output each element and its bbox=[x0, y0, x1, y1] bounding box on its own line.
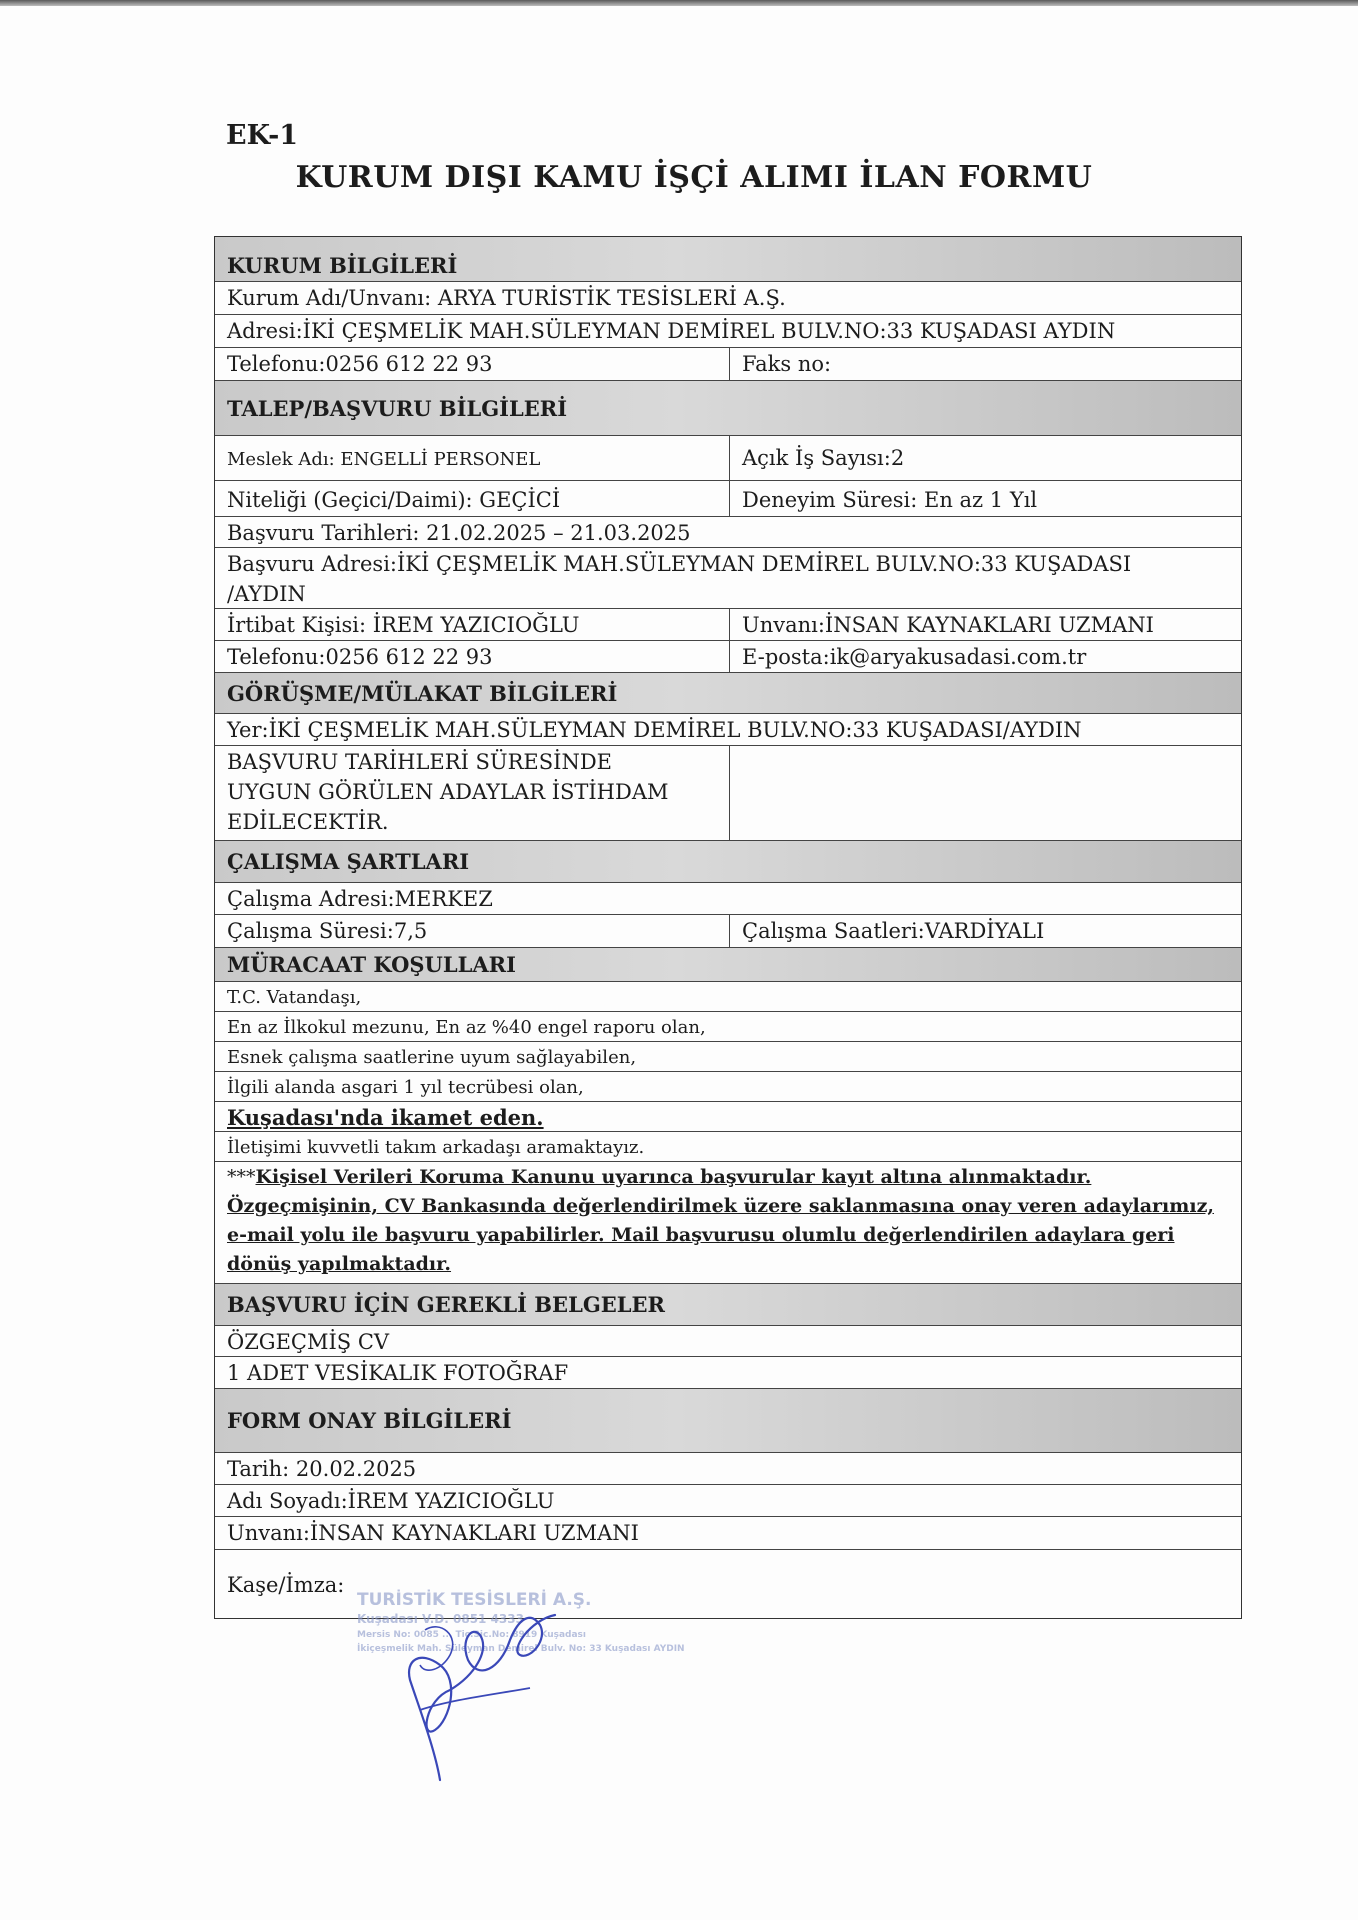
calisma-adres-row bbox=[215, 883, 1241, 915]
talep-telefon-row bbox=[215, 641, 1241, 673]
kvkk-notice bbox=[215, 1162, 1241, 1283]
condition-item: T.C. Vatandaşı, bbox=[227, 987, 362, 1008]
irtibat-unvani: Unvanı:İNSAN KAYNAKLARI UZMANI bbox=[742, 613, 1154, 637]
section-header-muracaat bbox=[215, 948, 1241, 982]
meslek-adi: Meslek Adı: ENGELLİ PERSONEL bbox=[215, 436, 730, 481]
section-title: KURUM BİLGİLERİ bbox=[227, 253, 458, 278]
talep-adres-row bbox=[215, 548, 1241, 609]
condition-item: İlgili alanda asgari 1 yıl tecrübesi olan, bbox=[227, 1077, 584, 1098]
condition-item: Kuşadası'nda ikamet eden. bbox=[227, 1105, 544, 1130]
onay-unvan-row bbox=[215, 1517, 1241, 1550]
section-header-onay bbox=[215, 1389, 1241, 1453]
gorusme-note-row bbox=[215, 746, 1241, 841]
talep-tarih-row bbox=[215, 517, 1241, 548]
section-header-talep bbox=[215, 381, 1241, 436]
gorusme-note-line1: BAŞVURU TARİHLERİ SÜRESİNDE bbox=[227, 750, 612, 774]
basvuru-adresi-line2: /AYDIN bbox=[227, 582, 306, 606]
onay-tarih-row bbox=[215, 1453, 1241, 1485]
section-header-kurum bbox=[215, 237, 1241, 282]
irtibat-kisisi: İrtibat Kişisi: İREM YAZICIOĞLU bbox=[215, 609, 730, 640]
condition-item: Esnek çalışma saatlerine uyum sağlayabilen, bbox=[227, 1047, 637, 1068]
irtibat-eposta: E-posta:ik@aryakusadasi.com.tr bbox=[742, 645, 1087, 669]
section-title: GÖRÜŞME/MÜLAKAT BİLGİLERİ bbox=[227, 680, 618, 706]
empty-cell bbox=[730, 746, 1241, 840]
section-header-gorusme bbox=[215, 673, 1241, 714]
onay-tarih: Tarih: 20.02.2025 bbox=[227, 1457, 417, 1481]
calisma-adresi: Çalışma Adresi:MERKEZ bbox=[227, 887, 493, 911]
condition-row bbox=[215, 1102, 1241, 1132]
gorusme-yer-row bbox=[215, 714, 1241, 746]
kurum-phone: Telefonu:0256 612 22 93 bbox=[215, 348, 730, 380]
belge-item: 1 ADET VESİKALIK FOTOĞRAF bbox=[227, 1361, 569, 1385]
onay-kase-row bbox=[215, 1550, 1241, 1618]
kurum-name: Kurum Adı/Unvanı: ARYA TURİSTİK TESİSLERİ A.Ş. bbox=[227, 286, 786, 310]
kase-imza-label: Kaşe/İmza: bbox=[227, 1572, 345, 1597]
section-title: MÜRACAAT KOŞULLARI bbox=[227, 952, 516, 977]
kurum-name-row bbox=[215, 282, 1241, 315]
condition-row bbox=[215, 1132, 1241, 1162]
kurum-fax: Faks no: bbox=[742, 352, 832, 376]
kvkk-prefix: *** bbox=[227, 1166, 256, 1188]
kurum-address: Adresi:İKİ ÇEŞMELİK MAH.SÜLEYMAN DEMİREL BULV.NO:33 KUŞADASI AYDIN bbox=[227, 319, 1116, 343]
scan-edge bbox=[0, 0, 1358, 6]
condition-row bbox=[215, 1042, 1241, 1072]
section-title: FORM ONAY BİLGİLERİ bbox=[227, 1408, 512, 1433]
kurum-address-row bbox=[215, 315, 1241, 348]
section-header-belgeler bbox=[215, 1284, 1241, 1326]
calisma-suresi: Çalışma Süresi:7,5 bbox=[215, 915, 730, 947]
kurum-contact-row bbox=[215, 348, 1241, 381]
annex-label: EK-1 bbox=[226, 120, 299, 151]
page-title: KURUM DIŞI KAMU İŞÇİ ALIMI İLAN FORMU bbox=[295, 160, 1093, 195]
stamp-line: TURİSTİK TESİSLERİ A.Ş. bbox=[357, 1590, 592, 1610]
stamp-line: Mersis No: 0085 ... Tic.Sic.No: 8919 Kuşadası bbox=[357, 1630, 586, 1640]
section-title: ÇALIŞMA ŞARTLARI bbox=[227, 849, 470, 874]
calisma-saatleri: Çalışma Saatleri:VARDİYALI bbox=[742, 919, 1045, 943]
stamp-line: Kuşadası V.D. 0851 4333 bbox=[357, 1612, 524, 1626]
belge-row bbox=[215, 1326, 1241, 1357]
irtibat-telefonu: Telefonu:0256 612 22 93 bbox=[215, 641, 730, 672]
signature-icon bbox=[380, 1560, 640, 1770]
signature-stroke bbox=[409, 1615, 555, 1780]
belge-row bbox=[215, 1357, 1241, 1389]
gorusme-note-line2: UYGUN GÖRÜLEN ADAYLAR İSTİHDAM bbox=[227, 780, 669, 804]
stamp-line: İkiçeşmelik Mah. Süleyman Demirel Bulv. No: 33 Kuşadası AYDIN bbox=[357, 1644, 685, 1654]
onay-unvani: Unvanı:İNSAN KAYNAKLARI UZMANI bbox=[227, 1521, 639, 1545]
talep-nitelik-row bbox=[215, 481, 1241, 517]
talep-irtibat-row bbox=[215, 609, 1241, 641]
announcement-form bbox=[214, 236, 1242, 1619]
condition-item: İletişimi kuvvetli takım arkadaşı aramaktayız. bbox=[227, 1137, 645, 1158]
condition-item-wrap bbox=[215, 1102, 1241, 1131]
gorusme-yeri: Yer:İKİ ÇEŞMELİK MAH.SÜLEYMAN DEMİREL BULV.NO:33 KUŞADASI/AYDIN bbox=[227, 718, 1082, 742]
condition-item: En az İlkokul mezunu, En az %40 engel raporu olan, bbox=[227, 1017, 706, 1038]
condition-row bbox=[215, 1012, 1241, 1042]
section-title: TALEP/BAŞVURU BİLGİLERİ bbox=[227, 395, 568, 421]
condition-row bbox=[215, 982, 1241, 1012]
condition-row bbox=[215, 1072, 1241, 1102]
section-title: BAŞVURU İÇİN GEREKLİ BELGELER bbox=[227, 1292, 665, 1317]
kvkk-row bbox=[215, 1162, 1241, 1284]
gorusme-note-line3: EDİLECEKTİR. bbox=[227, 810, 389, 834]
onay-adi-row bbox=[215, 1485, 1241, 1517]
basvuru-adresi-line1: Başvuru Adresi:İKİ ÇEŞMELİK MAH.SÜLEYMAN DEMİREL BULV.NO:33 KUŞADASI bbox=[227, 552, 1132, 576]
onay-adi-soyadi: Adı Soyadı:İREM YAZICIOĞLU bbox=[227, 1489, 555, 1513]
belge-item: ÖZGEÇMİŞ CV bbox=[227, 1330, 390, 1354]
acik-is-sayisi: Açık İş Sayısı:2 bbox=[742, 446, 905, 470]
deneyim-suresi: Deneyim Süresi: En az 1 Yıl bbox=[742, 488, 1038, 512]
section-header-calisma bbox=[215, 841, 1241, 883]
calisma-sure-row bbox=[215, 915, 1241, 948]
basvuru-tarihleri: Başvuru Tarihleri: 21.02.2025 – 21.03.2025 bbox=[227, 521, 691, 545]
talep-meslek-row bbox=[215, 436, 1241, 481]
gorusme-note bbox=[215, 746, 730, 840]
kvkk-text: Kişisel Verileri Koruma Kanunu uyarınca başvurular kayıt altına alınmaktadır. Özgeçmişinin, CV Bankasında değerlendirilmek üzere saklanmasına onay veren adaylarımız, e-mail yolu ile başvuru yapabilirler. Mail başvurusu olumlu değerlendirilen adaylara geri dönüş yapılmaktadır. bbox=[227, 1166, 1214, 1275]
niteligi: Niteliği (Geçici/Daimi): GEÇİCİ bbox=[215, 481, 730, 516]
